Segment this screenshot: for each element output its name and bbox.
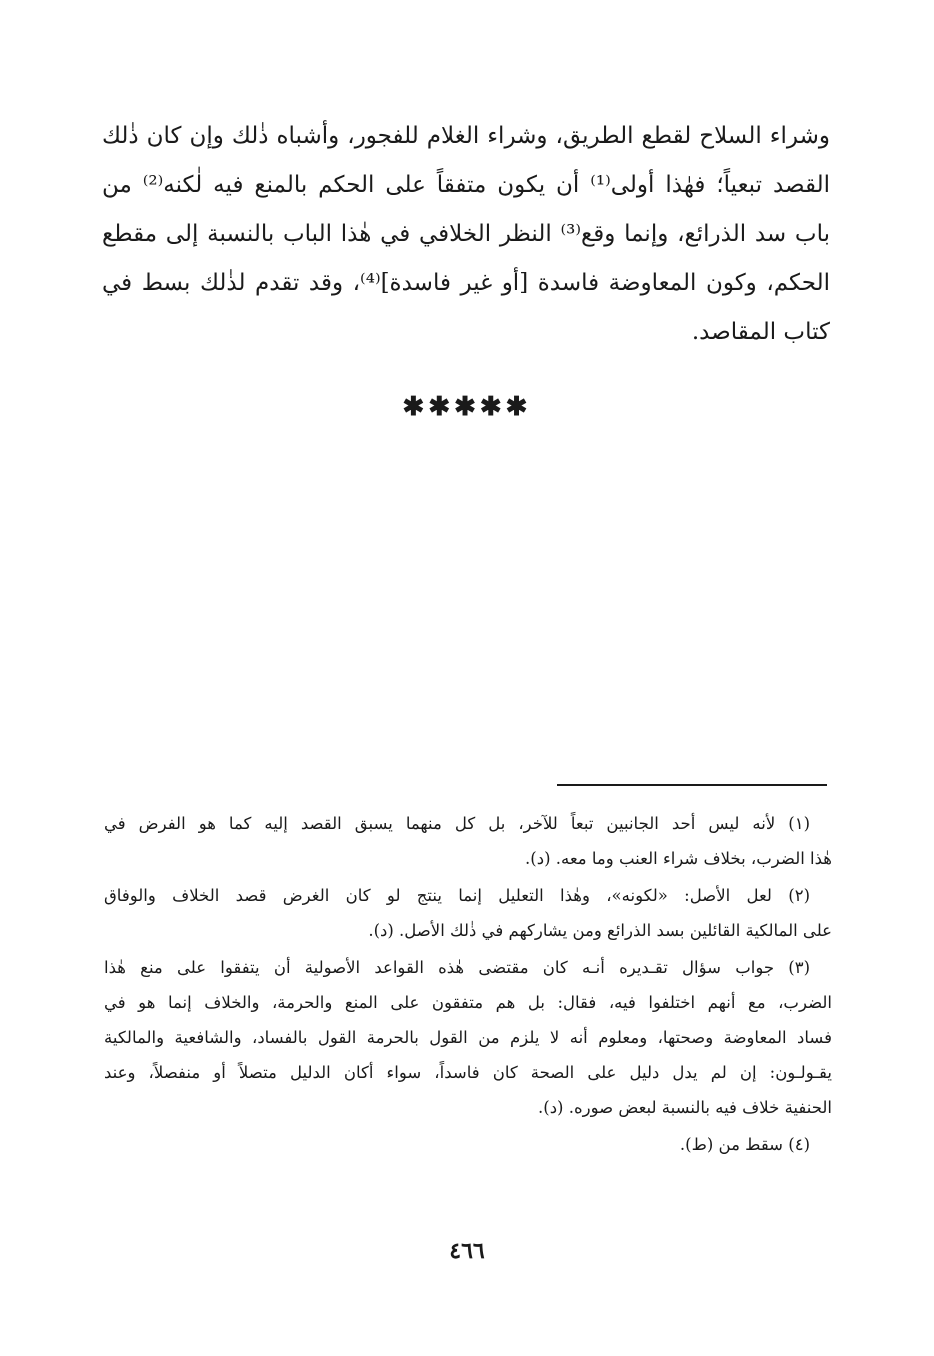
footnote-line: (٢) لعل الأصل: «لكونه»، وهٰذا التعليل إنما ينتج لو كان الغرض قصد الخلاف والوفاق (104, 886, 810, 905)
footnote-4 (104, 1127, 832, 1162)
footnote-line: الضرب، مع أنهم اختلفوا فيه، فقال: بل هم متفقون على المنع والحرمة، والخلاف إنما هو في (104, 993, 832, 1012)
footnote-line: (٣) جواب سؤال تقـديره أنـه كان مقتضى هٰذه القواعد الأصولية أن يتفقوا على منع هٰذا (104, 958, 810, 977)
footnote-line: (١) لأنه ليس أحد الجانبين تبعاً للآخر، بل كل منهما يسبق القصد إليه كما هو الفرض في (104, 814, 810, 833)
page-number: ٤٦٦ (449, 1238, 485, 1264)
main-text-block (102, 112, 830, 357)
footnote-3 (104, 950, 832, 1125)
main-text-line: باب سد الذرائع، وإنما وقع⁽³⁾ النظر الخلافي في هٰذا الباب بالنسبة إلى مقطع (102, 221, 830, 247)
main-text-line: القصد تبعياً؛ فهٰذا أولى⁽¹⁾ أن يكون متفقاً على الحكم بالمنع فيه لٰكنه⁽²⁾ من (102, 172, 830, 198)
footnote-2 (104, 878, 832, 948)
section-divider-stars: ✱✱✱✱✱ (402, 392, 532, 422)
footnote-line: يقـولـون: إن لم يدل دليل على الصحة كان فاسداً، سواء أكان الدليل متصلاً أو منفصلاً، وعند (104, 1063, 832, 1082)
main-text-line: الحكم، وكون المعاوضة فاسدة [أو غير فاسدة]⁽⁴⁾، وقد تقدم لذٰلك بسط في (102, 270, 830, 296)
main-text-line: وشراء السلاح لقطع الطريق، وشراء الغلام للفجور، وأشباه ذٰلك وإن كان ذٰلك (102, 123, 830, 149)
footnote-1 (104, 806, 832, 876)
footnote-line: على المالكية القائلين بسد الذرائع ومن يشاركهم في ذٰلك الأصل. (د). (368, 921, 832, 940)
footnote-line: هٰذا الضرب، بخلاف شراء العنب وما معه. (د). (525, 849, 832, 868)
footnote-line: فساد المعاوضة وصحتها، ومعلوم أنه لا يلزم من القول بالحرمة القول بالفساد، والشافعية والمالكية (104, 1028, 832, 1047)
footnote-separator-rule (557, 784, 827, 786)
footnote-line: الحنفية خلاف فيه بالنسبة لبعض صوره. (د). (538, 1098, 832, 1117)
footnote-line: (٤) سقط من (ط). (679, 1135, 810, 1154)
footnotes-block (104, 806, 832, 1164)
main-text-line: كتاب المقاصد. (691, 319, 830, 345)
